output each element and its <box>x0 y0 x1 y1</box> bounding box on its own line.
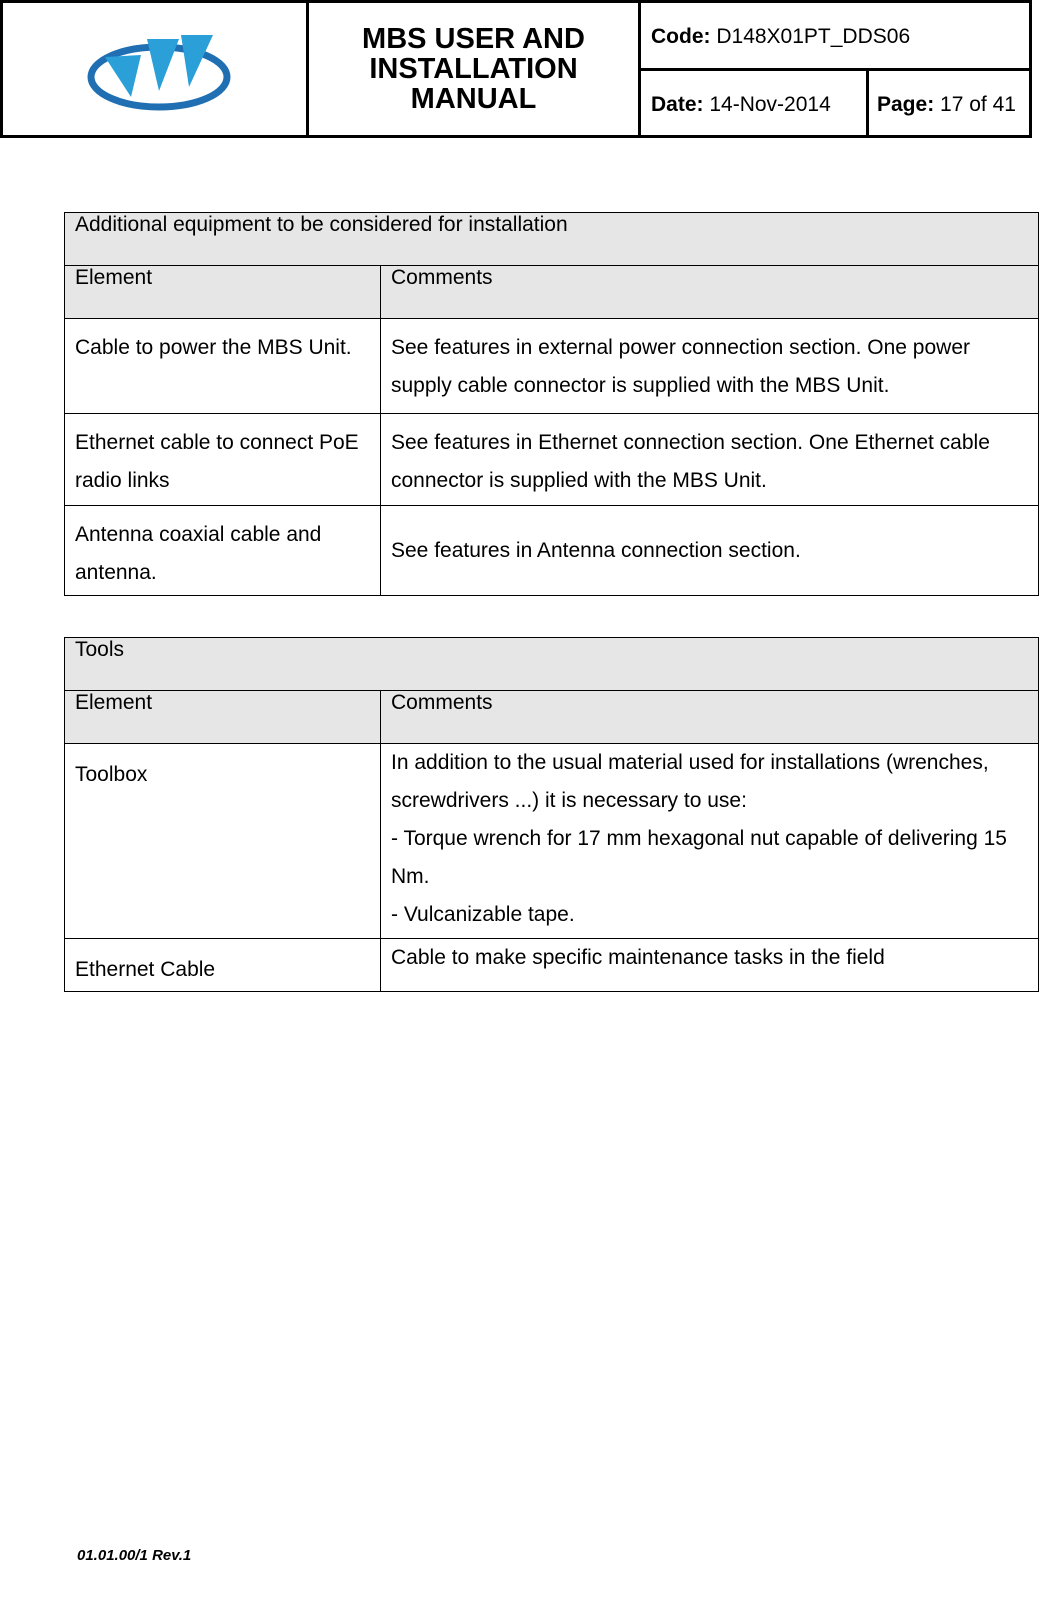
column-header-element: Element <box>65 691 381 744</box>
column-header-comments: Comments <box>381 266 1039 319</box>
table-title-row <box>65 213 1039 266</box>
code-label: Code: <box>651 25 711 48</box>
date-label: Date: <box>651 93 704 116</box>
page-label: Page: <box>877 93 935 116</box>
table-title-row <box>65 638 1039 691</box>
table-row <box>65 939 1039 992</box>
table-title: Tools <box>65 638 1039 691</box>
code-field <box>641 3 1029 71</box>
table-header-row <box>65 266 1039 319</box>
company-logo-icon <box>81 25 241 115</box>
page-field <box>869 71 1029 135</box>
comments-cell <box>381 939 1039 992</box>
logo-cell <box>3 3 309 135</box>
footer-revision: 01.01.00/1 Rev.1 <box>77 1547 192 1564</box>
table-header-row <box>65 691 1039 744</box>
element-cell: Cable to power the MBS Unit. <box>65 319 381 414</box>
table-row <box>65 506 1039 596</box>
comment-line: - Torque wrench for 17 mm hexagonal nut capable of delivering 15 Nm. <box>391 827 1007 888</box>
element-cell: Ethernet cable to connect PoE radio links <box>65 414 381 506</box>
page-value: 17 of 41 <box>940 93 1016 116</box>
table-row <box>65 319 1039 414</box>
element-cell: Toolbox <box>65 744 381 939</box>
comments-cell: See features in Antenna connection section. <box>381 506 1039 596</box>
table-row <box>65 414 1039 506</box>
comments-cell: See features in external power connection section. One power supply cable connector is supplied with the MBS Unit. <box>381 319 1039 414</box>
column-header-comments: Comments <box>381 691 1039 744</box>
code-value: D148X01PT_DDS06 <box>716 25 911 48</box>
table-title: Additional equipment to be considered for installation <box>65 213 1039 266</box>
document-header <box>0 0 1032 138</box>
additional-equipment-table <box>64 212 1039 596</box>
tools-table <box>64 637 1039 992</box>
document-title <box>309 3 641 135</box>
element-cell: Ethernet Cable <box>65 939 381 992</box>
comment-line: - Vulcanizable tape. <box>391 903 575 926</box>
date-field <box>641 71 869 135</box>
table-row <box>65 744 1039 939</box>
comments-cell: See features in Ethernet connection section. One Ethernet cable connector is supplied with the MBS Unit. <box>381 414 1039 506</box>
comment-line: In addition to the usual material used for installations (wrenches, screwdrivers ...) it is necessary to use: <box>391 751 989 812</box>
document-title-text: MBS USER AND INSTALLATION MANUAL <box>362 23 585 115</box>
comments-cell <box>381 744 1039 939</box>
column-header-element: Element <box>65 266 381 319</box>
date-value: 14-Nov-2014 <box>709 93 831 116</box>
element-cell: Antenna coaxial cable and antenna. <box>65 506 381 596</box>
comment-line: Cable to make specific maintenance tasks in the field <box>391 946 885 969</box>
